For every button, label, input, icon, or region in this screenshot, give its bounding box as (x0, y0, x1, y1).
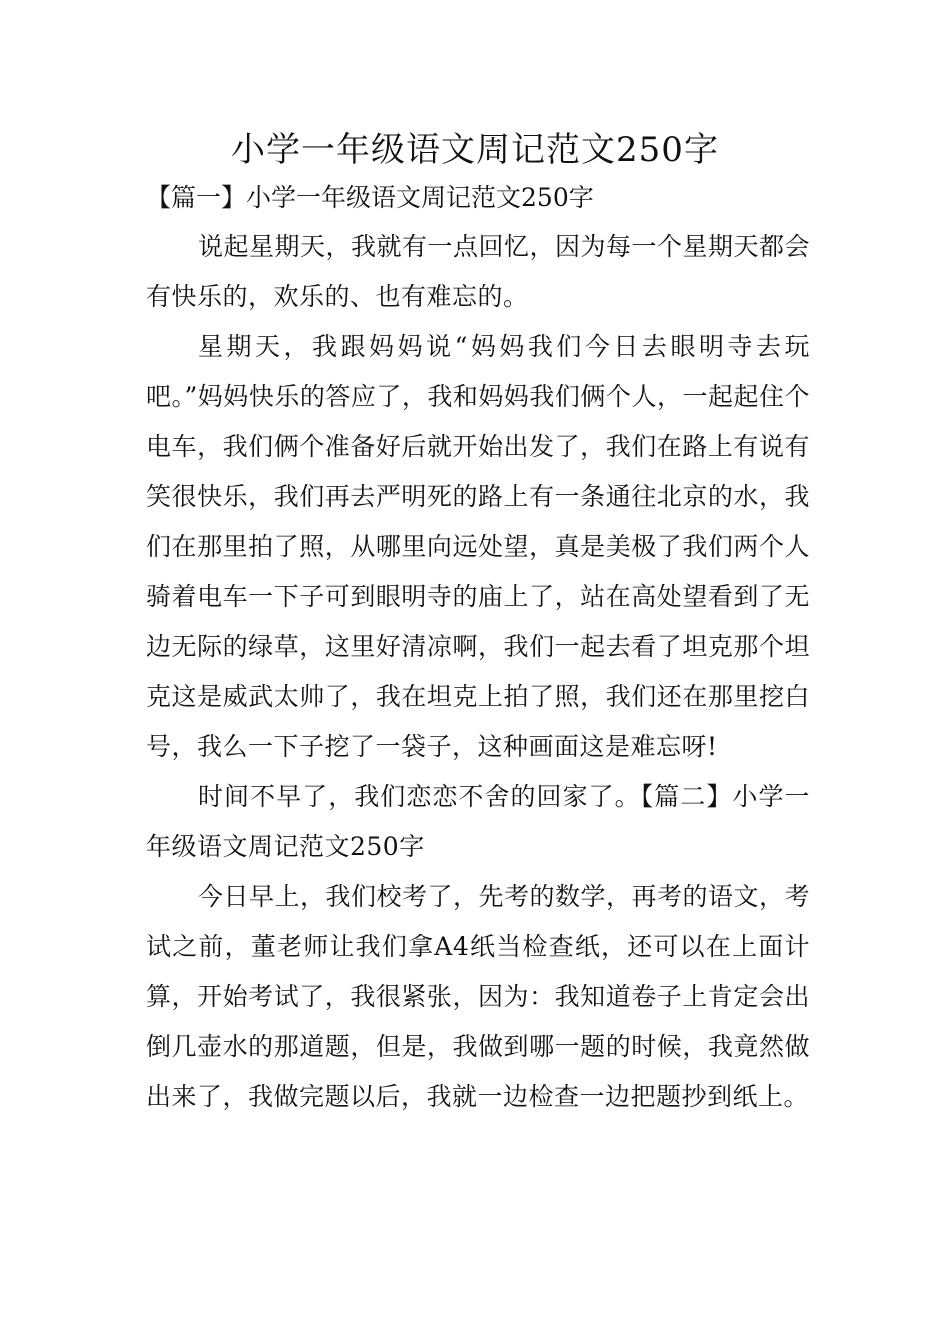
document-body (146, 222, 810, 1122)
document-title: 小学一年级语文周记范文250字 (231, 130, 719, 170)
paragraph: 今日早上，我们校考了，先考的数学，再考的语文，考试之前，董老师让我们拿A4纸当检查纸，还可以在上面计算，开始考试了，我很紧张，因为：我知道卷子上肯定会出倒几壶水的那道题，但是，我做到哪一题的时候，我竟然做出来了，我做完题以后，我就一边检查一边把题抄到纸上。 (146, 882, 811, 1111)
paragraph: 时间不早了，我们恋恋不舍的回家了。【篇二】小学一年级语文周记范文250字 (146, 782, 810, 861)
paragraph: 星期天，我跟妈妈说“妈妈我们今日去眼明寺去玩吧。”妈妈快乐的答应了，我和妈妈我们俩个人，一起起住个电车，我们俩个准备好后就开始出发了，我们在路上有说有笑很快乐，我们再去严明死的路上有一条通往北京的水，我们在那里拍了照，从哪里向远处望，真是美极了我们两个人骑着电车一下子可到眼明寺的庙上了，站在高处望看到了无边无际的绿草，这里好清凉啊，我们一起去看了坦克那个坦克这是威武太帅了，我在坦克上拍了照，我们还在那里挖白号，我么一下子挖了一袋子，这种画面这是难忘呀! (146, 332, 810, 761)
paragraph: 说起星期天，我就有一点回忆，因为每一个星期天都会有快乐的，欢乐的、也有难忘的。 (146, 232, 811, 311)
section-heading: 【篇一】小学一年级语文周记范文250字 (146, 183, 594, 212)
